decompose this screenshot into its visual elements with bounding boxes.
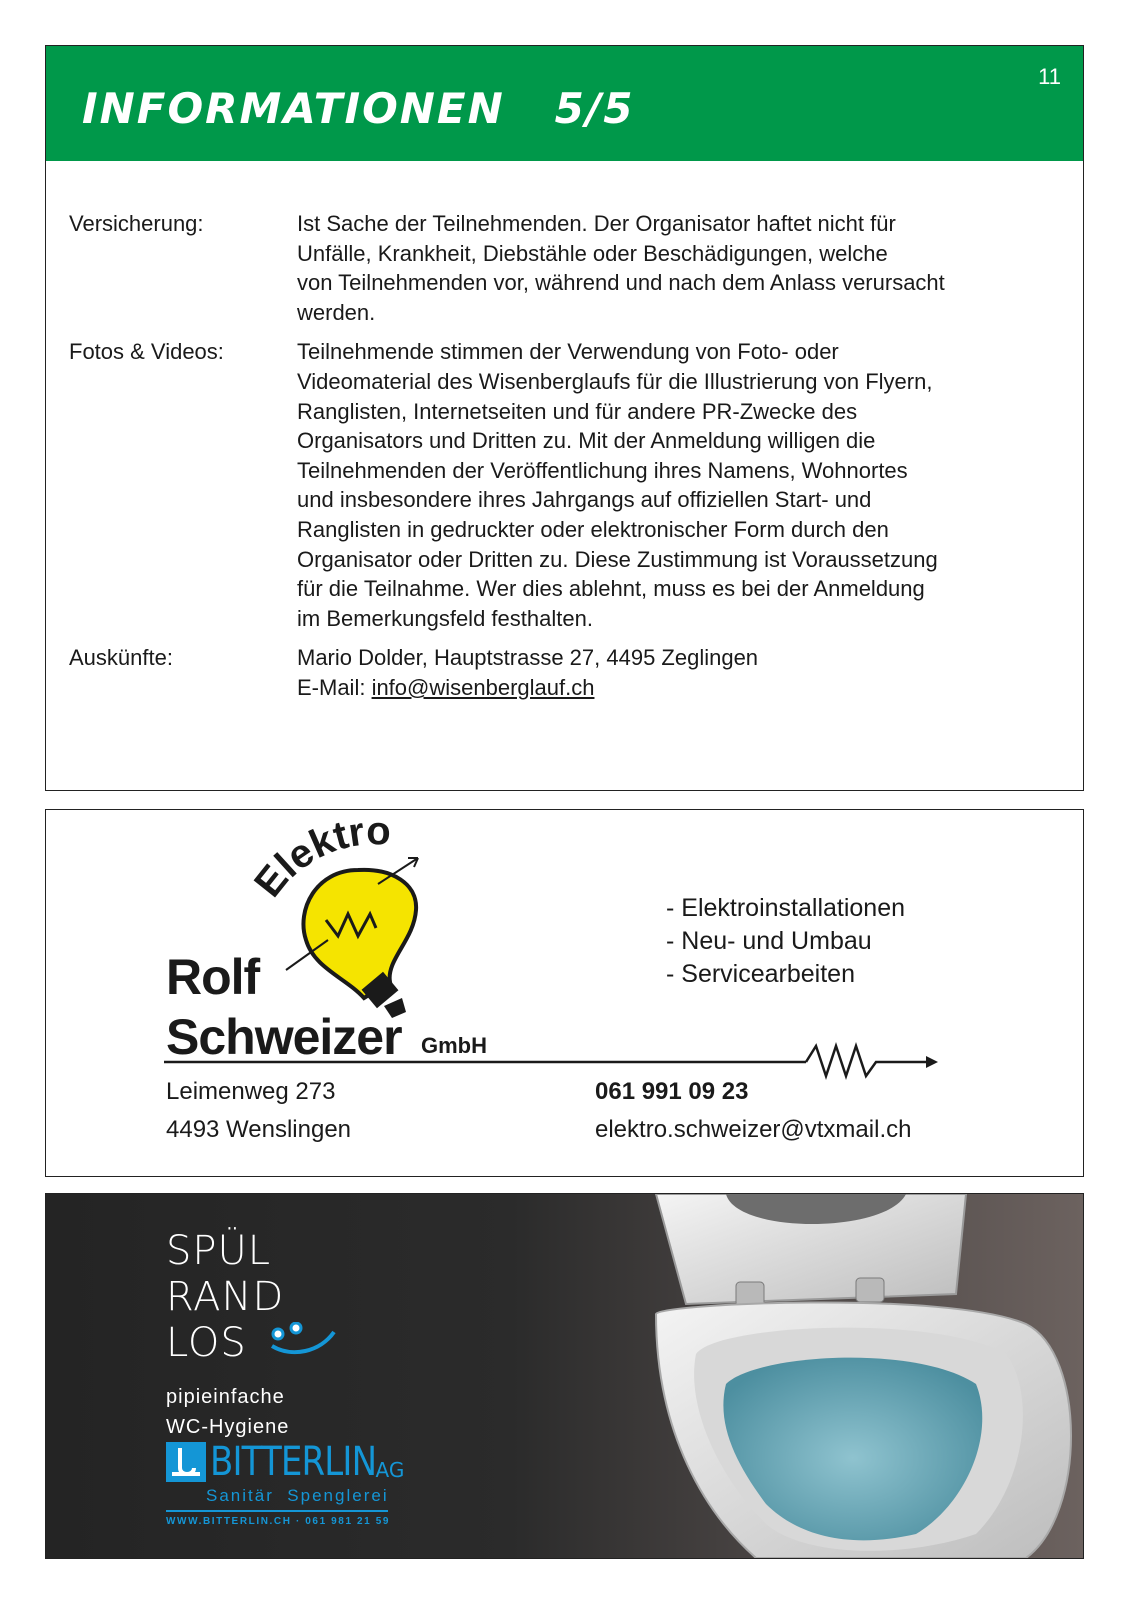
brand-suffix: AG: [375, 1458, 405, 1482]
text-line: Organisator oder Dritten zu. Diese Zustimmung ist Voraussetzung: [297, 546, 938, 572]
brand-website: WWW.BITTERLIN.CH · 061 981 21 59: [166, 1516, 391, 1527]
brand-divider: [166, 1510, 388, 1512]
info-text: [297, 209, 1069, 327]
text-line: Videomaterial des Wisenberglaufs für die Illustrierung von Flyern,: [297, 368, 933, 394]
service-item: - Servicearbeiten: [666, 960, 855, 988]
headline-line: SPÜL: [166, 1228, 272, 1274]
elektro-logo-text: Elektro: [246, 810, 392, 906]
headline-line: LOS: [166, 1320, 247, 1366]
street-address: Leimenweg 273: [166, 1078, 336, 1105]
brand-name: BITTERLIN: [210, 1439, 377, 1485]
service-item: - Elektroinstallationen: [666, 894, 906, 922]
city-address: 4493 Wenslingen: [166, 1116, 352, 1143]
text-line: werden.: [297, 299, 376, 325]
text-line: Ist Sache der Teilnehmenden. Der Organisator haftet nicht für: [297, 211, 896, 236]
brand-subtitle: Sanitär Spenglerei: [206, 1486, 389, 1505]
tagline-line: WC-Hygiene: [166, 1416, 290, 1438]
elektro-schweizer-ad: [45, 809, 1084, 1177]
info-text: [297, 643, 1069, 702]
text-line: und insbesondere ihres Jahrgangs auf offiziellen Start- und: [297, 487, 872, 513]
phone-number: 061 991 09 23: [595, 1078, 749, 1105]
service-item: - Neu- und Umbau: [666, 927, 872, 955]
page-number: 11: [1038, 64, 1061, 89]
text-line: für die Teilnahme. Wer dies ablehnt, muss es bei der Anmeldung: [297, 576, 925, 602]
info-label: Fotos & Videos:: [69, 339, 224, 365]
info-row-fotos: [69, 337, 1069, 633]
tagline: [166, 1382, 289, 1442]
smile-icon: [264, 1322, 344, 1358]
text-line: Teilnehmenden der Veröffentlichung ihres Namens, Wohnortes: [297, 457, 908, 483]
headline-line: RAND: [166, 1274, 285, 1320]
info-section: [45, 45, 1084, 791]
info-label: Versicherung:: [69, 211, 204, 236]
bitterlin-brand: [166, 1439, 405, 1485]
email-link[interactable]: info@wisenberglauf.ch: [371, 674, 595, 700]
text-line: von Teilnehmenden vor, während und nach dem Anlass verursacht: [297, 270, 945, 296]
text-line: Unfälle, Krankheit, Diebstähle oder Beschädigungen, welche: [297, 240, 888, 266]
bitterlin-ad: [45, 1193, 1084, 1559]
bitterlin-logo-icon: [166, 1442, 206, 1482]
company-suffix: GmbH: [421, 1033, 487, 1058]
info-text: [297, 337, 1069, 633]
text-line: im Bemerkungsfeld festhalten.: [297, 605, 593, 631]
text-line: Ranglisten, Internetseiten und für andere PR-Zwecke des: [297, 398, 858, 424]
text-line: Teilnehmende stimmen der Verwendung von Foto- oder: [297, 339, 839, 365]
text-line: Ranglisten in gedruckter oder elektronischer Form durch den: [297, 516, 889, 542]
contact-email-line: [297, 673, 1069, 703]
text-line: Organisators und Dritten zu. Mit der Anmeldung willigen die: [297, 428, 876, 454]
email-prefix: E-Mail:: [297, 674, 372, 700]
services-list: [666, 892, 905, 991]
info-row-versicherung: [69, 209, 1069, 327]
info-label: Auskünfte:: [69, 645, 173, 671]
elektro-email: elektro.schweizer@vtxmail.ch: [595, 1116, 912, 1143]
toilet-photo: [586, 1194, 1083, 1558]
info-row-auskuenfte: [69, 643, 1069, 702]
info-list: [69, 209, 1069, 713]
contact-address: Mario Dolder, Hauptstrasse 27, 4495 Zeglingen: [297, 645, 759, 671]
page-title: INFORMATIONEN 5/5: [82, 84, 635, 133]
owner-last-name: Schweizer: [166, 1009, 402, 1065]
info-header: [46, 46, 1083, 161]
tagline-line: pipieinfache: [166, 1386, 285, 1408]
owner-first-name: Rolf: [166, 949, 260, 1005]
lightbulb-icon: [286, 858, 418, 1018]
